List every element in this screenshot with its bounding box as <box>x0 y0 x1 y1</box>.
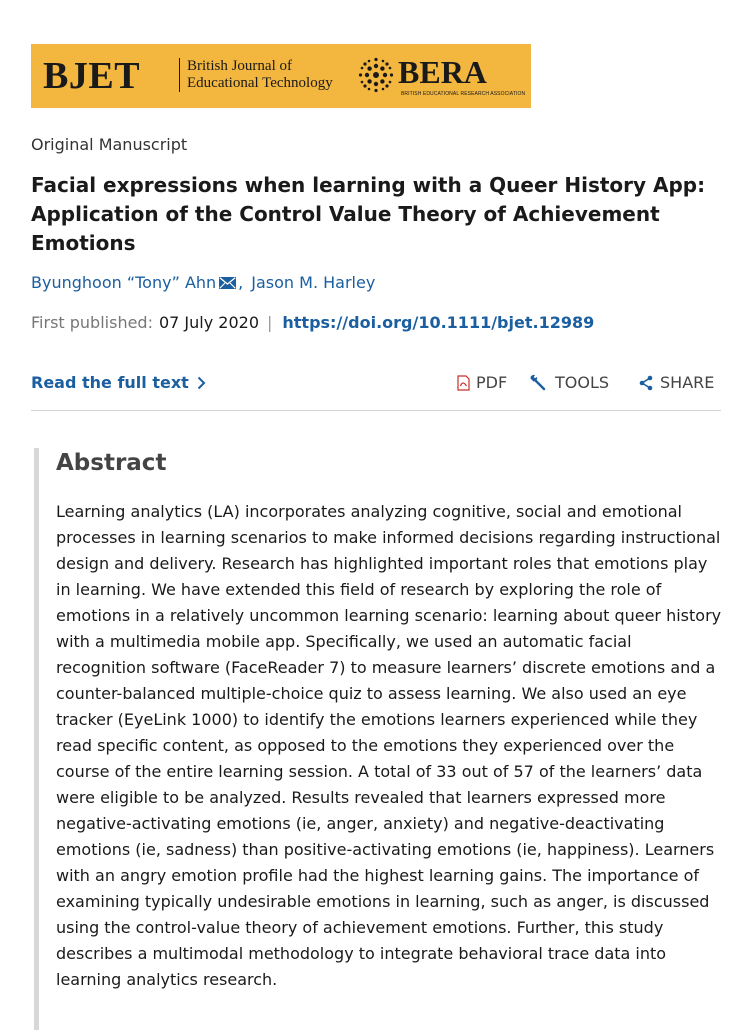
pub-separator: | <box>267 313 273 332</box>
bera-logo: BERA <box>398 54 487 90</box>
bera-subtitle: BRITISH EDUCATIONAL RESEARCH ASSOCIATION <box>401 91 526 97</box>
doi-link[interactable]: https://doi.org/10.1111/bjet.12989 <box>282 313 595 332</box>
pdf-label: PDF <box>476 373 508 392</box>
chevron-right-icon <box>197 376 206 390</box>
pdf-button[interactable] <box>457 373 507 392</box>
bera-seal-icon <box>358 57 394 93</box>
author-list <box>31 273 375 292</box>
journal-banner[interactable] <box>31 44 531 108</box>
journal-name <box>187 58 333 92</box>
article-title: Facial expressions when learning with a Queer History App: Application of the Control Value Theory of Achievement Emotions <box>31 173 706 255</box>
read-full-text-link[interactable] <box>31 373 206 392</box>
article-type: Original Manuscript <box>31 135 188 154</box>
read-full-text-label: Read the full text <box>31 373 189 392</box>
abstract-text: Learning analytics (LA) incorporates analyzing cognitive, social and emotional processes in learning scenarios to make informed decisions regarding instructional design and delivery. Research has highlighted important roles that emotions play in learning. We have extended this field of research by exploring the role of emotions in a relatively uncommon learning scenario: learning about queer history with a multimedia mobile app. Specifically, we used an automatic facial recognition software (FaceReader 7) to measure learners’ discrete emotions and a counter-balanced multiple-choice quiz to assess learning. We also used an eye tracker (EyeLink 1000) to identify the emotions learners experienced while they read specific content, as opposed to the emotions they experienced over the course of the entire learning session. A total of 33 out of 57 of the learners’ data were eligible to be analyzed. Results revealed that learners expressed more negative-activating emotions (ie, anger, anxiety) and negative-deactivating emotions (ie, sadness) than positive-activating emotions (ie, happiness). Learners with an angry emotion profile had the highest learning gains. The importance of examining typically undesirable emotions in learning, such as anger, is discussed using the control-value theory of achievement emotions. Further, this study describes a multimodal methodology to integrate behavioral trace data into learning analytics research. <box>56 502 722 989</box>
tools-label: TOOLS <box>555 373 610 392</box>
tools-button[interactable] <box>529 373 609 392</box>
pdf-file-icon <box>457 375 470 391</box>
banner-divider <box>179 58 180 92</box>
share-icon <box>638 375 654 391</box>
publication-info <box>31 313 594 332</box>
wrench-icon <box>529 374 549 392</box>
envelope-icon[interactable] <box>219 277 236 289</box>
author-link-ahn[interactable]: Byunghoon “Tony” Ahn <box>31 273 217 292</box>
journal-name-line1: British Journal of <box>187 58 292 74</box>
bjet-logo: BJET <box>43 55 141 97</box>
section-divider <box>31 410 721 411</box>
author-link-harley[interactable]: Jason M. Harley <box>251 273 376 292</box>
first-published-date: 07 July 2020 <box>158 313 259 332</box>
journal-name-line2: Educational Technology <box>187 75 333 91</box>
share-button[interactable] <box>638 373 714 392</box>
author-separator: , <box>238 273 244 292</box>
first-published-label: First published: <box>31 313 153 332</box>
abstract-heading: Abstract <box>56 450 167 476</box>
share-label: SHARE <box>660 373 715 392</box>
abstract-section <box>34 448 724 1030</box>
